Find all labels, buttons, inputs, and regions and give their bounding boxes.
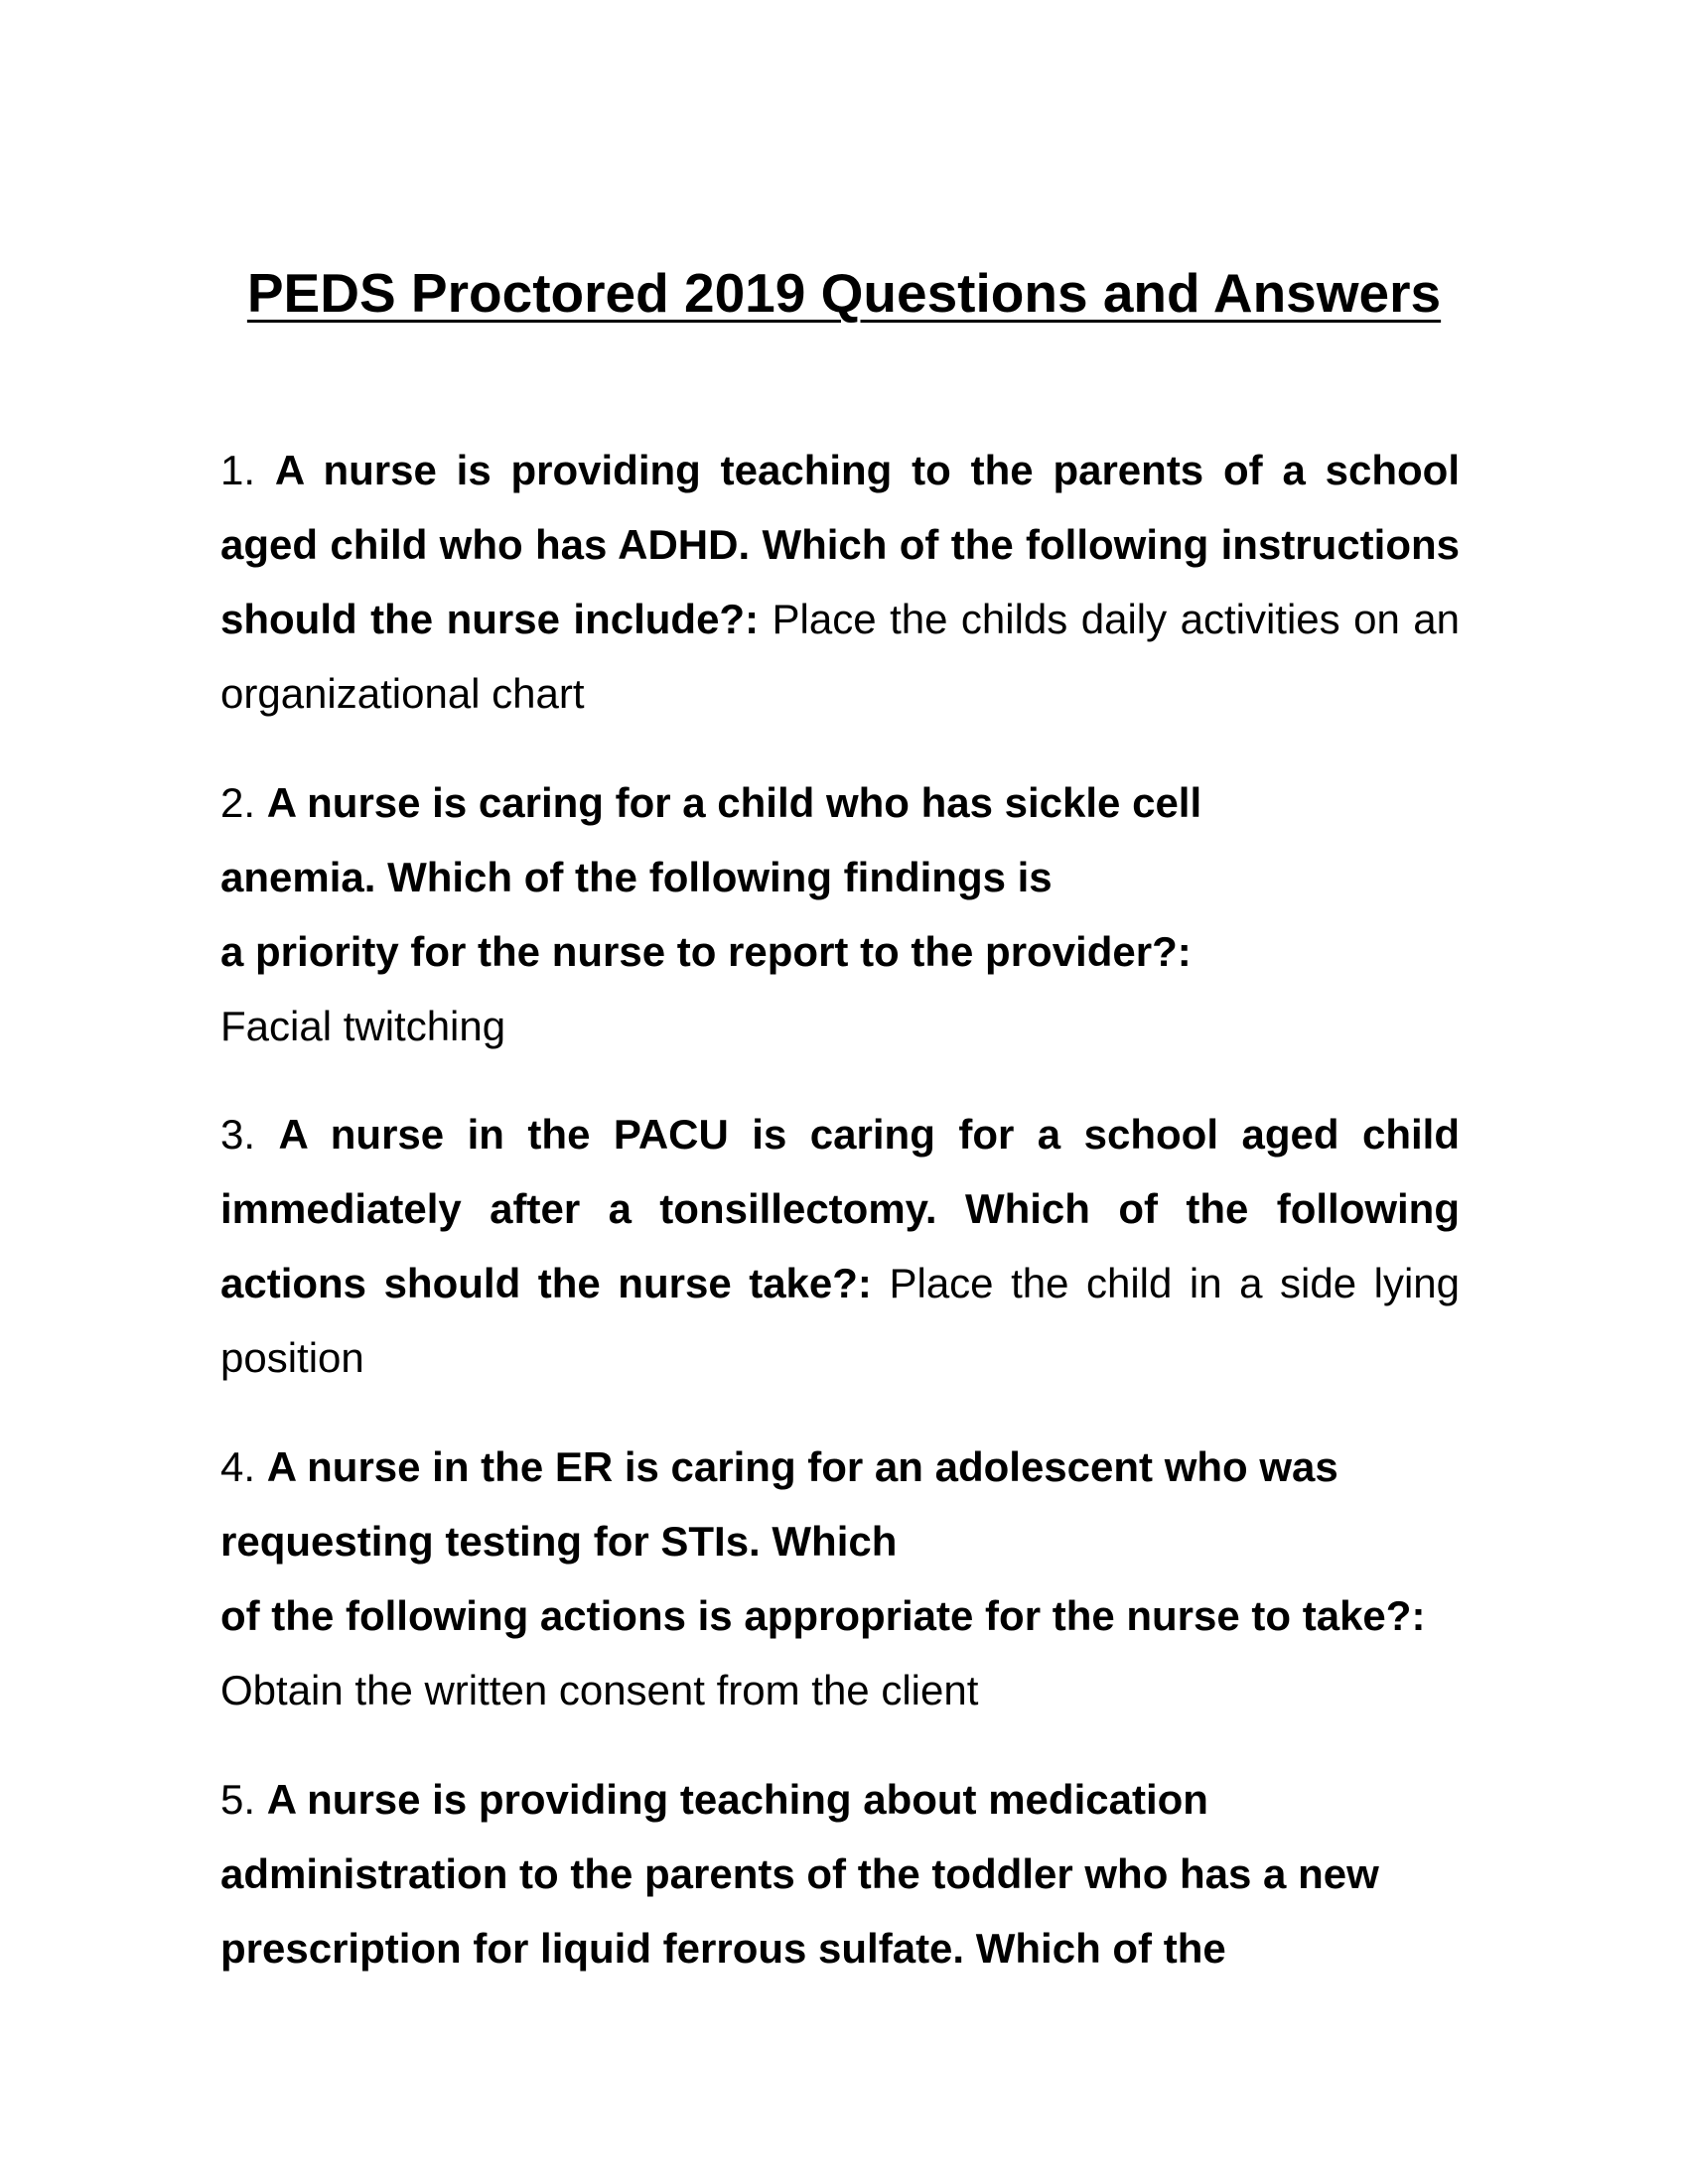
question-text: A nurse is providing teaching about medication administration to the parents of the toddler who has a new prescription for liquid ferrous sulfate. Which of the <box>220 1776 1379 1972</box>
answer-text: Place the child in a side lying position <box>220 1260 1460 1381</box>
question-line <box>220 765 1460 840</box>
page-title: PEDS Proctored 2019 Questions and Answers <box>246 262 1442 324</box>
question-line <box>220 1430 1460 1504</box>
answer-text: Facial twitching <box>220 1003 506 1049</box>
question-number: 5. <box>220 1776 256 1823</box>
question-4 <box>220 1430 1460 1727</box>
question-number: 4. <box>220 1443 256 1490</box>
question-text: of the following actions is appropriate for the nurse to take?: <box>220 1592 1426 1639</box>
answer-text: Obtain the written consent from the client <box>220 1667 979 1713</box>
question-text: requesting testing for STIs. Which <box>220 1518 898 1565</box>
question-text: anemia. Which of the following findings is <box>220 854 1053 900</box>
question-number: 1. <box>220 447 256 493</box>
question-number: 2. <box>220 779 256 826</box>
question-5 <box>220 1762 1460 1985</box>
question-3 <box>220 1097 1460 1395</box>
answer-text: Place the childs daily activities on an organizational chart <box>220 596 1461 717</box>
question-text: A nurse is caring for a child who has sickle cell <box>266 779 1202 826</box>
question-text: A nurse is providing teaching to the parents of a school aged child who has ADHD. Which of the following instructions should the nurse include?: <box>220 447 1460 642</box>
question-number: 3. <box>220 1111 256 1158</box>
question-text: A nurse in the ER is caring for an adolescent who was <box>266 1443 1338 1490</box>
question-text: a priority for the nurse to report to the provider?: <box>220 928 1192 975</box>
question-text: A nurse in the PACU is caring for a school aged child immediately after a tonsillectomy. Which of the following actions should the nurse take?: <box>220 1111 1460 1306</box>
question-1 <box>220 433 1460 731</box>
question-2 <box>220 765 1460 1063</box>
